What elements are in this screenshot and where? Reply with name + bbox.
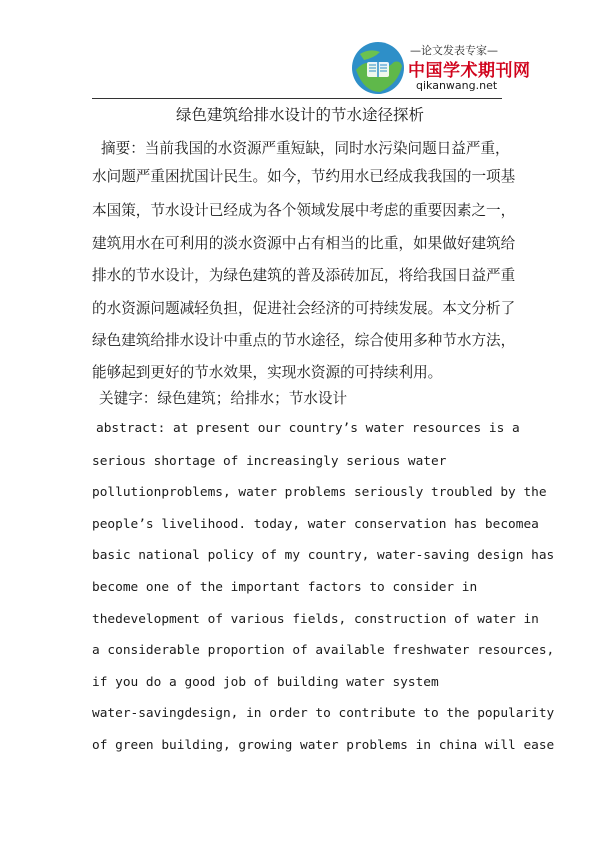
abstract-cn-line: 能够起到更好的节水效果，实现水资源的可持续利用。	[92, 364, 443, 381]
logo-brand: 中国学术期刊网	[408, 61, 531, 81]
abstract-cn-line: 排水的节水设计，为绿色建筑的普及添砖加瓦，将给我国日益严重	[92, 267, 516, 284]
site-logo	[348, 40, 531, 98]
abstract-en-line: become one of the important factors to consider in	[92, 580, 478, 595]
abstract-en-line: of green building, growing water problems in china will ease	[92, 738, 555, 753]
abstract-en-line: abstract: at present our country’s water resources is a	[96, 421, 520, 436]
abstract-cn-line: 的水资源问题减轻负担，促进社会经济的可持续发展。本文分析了	[92, 300, 516, 317]
abstract-en-line: water-savingdesign, in order to contribute to the popularity	[92, 706, 555, 721]
abstract-en-line: pollutionproblems, water problems seriously troubled by the	[92, 485, 547, 500]
logo-slogan: —论文发表专家—	[410, 44, 498, 57]
globe-book-icon	[350, 40, 406, 96]
logo-url[interactable]: qikanwang.net	[416, 79, 498, 92]
abstract-en-line: thedevelopment of various fields, construction of water in	[92, 612, 539, 627]
abstract-cn-line: 绿色建筑给排水设计中重点的节水途径，综合使用多种节水方法，	[92, 332, 516, 349]
abstract-en-line: people’s livelihood. today, water conservation has becomea	[92, 517, 539, 532]
keywords-line: 关键字：绿色建筑；给排水；节水设计	[99, 390, 348, 407]
header-divider	[92, 98, 502, 99]
abstract-cn-line: 建筑用水在可利用的淡水资源中占有相当的比重，如果做好建筑给	[92, 235, 516, 252]
abstract-cn-line: 水问题严重困扰国计民生。如今，节约用水已经成我我国的一项基	[92, 168, 516, 185]
abstract-en-line: serious shortage of increasingly serious water	[92, 454, 447, 469]
article-title: 绿色建筑给排水设计的节水途径探析	[175, 106, 424, 124]
abstract-en-line: a considerable proportion of available freshwater resources,	[92, 643, 555, 658]
abstract-en-line: basic national policy of my country, water-saving design has	[92, 548, 555, 563]
abstract-cn-line: 摘要：当前我国的水资源严重短缺，同时水污染问题日益严重，	[101, 140, 510, 157]
abstract-cn-line: 本国策，节水设计已经成为各个领域发展中考虑的重要因素之一，	[92, 202, 516, 219]
abstract-en-line: if you do a good job of building water system	[92, 675, 439, 690]
